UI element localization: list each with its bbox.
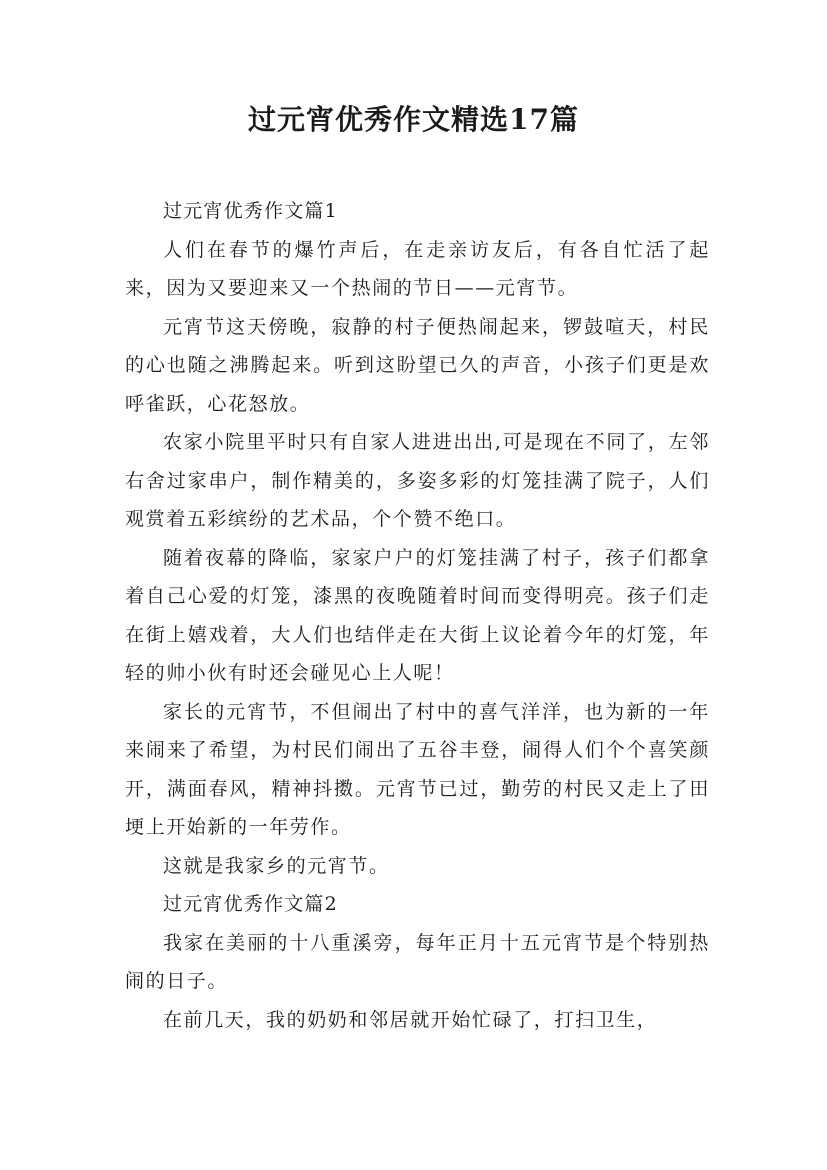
paragraph: 元宵节这天傍晚，寂静的村子便热闹起来，锣鼓喧天，村民的心也随之沸腾起来。听到这盼望已久的声音，小孩子们更是欢呼雀跃，心花怒放。: [125, 315, 710, 415]
paragraph: 农家小院里平时只有自家人进进出出,可是现在不同了，左邻右舍过家串户，制作精美的，多姿多彩的灯笼挂满了院子，人们观赏着五彩缤纷的艺术品，个个赞不绝口。: [125, 431, 710, 530]
paragraph: 在前几天，我的奶奶和邻居就开始忙碌了，打扫卫生，: [163, 1008, 658, 1031]
section-heading: 过元宵优秀作文篇1: [163, 200, 338, 222]
paragraph: 我家在美丽的十八重溪旁，每年正月十五元宵节是个特别热闹的日子。: [125, 931, 710, 992]
paragraph: 家长的元宵节，不但闹出了村中的喜气洋洋，也为新的一年来闹来了希望，为村民们闹出了五谷丰登，闹得人们个个喜笑颜开，满面春风，精神抖擞。元宵节已过，勤劳的村民又走上了田埂上开始新的一年劳作。: [125, 700, 710, 838]
document-title: 过元宵优秀作文精选17篇: [248, 103, 579, 136]
paragraph: 这就是我家乡的元宵节。: [163, 854, 390, 877]
paragraph: 随着夜幕的降临，家家户户的灯笼挂满了村子，孩子们都拿着自己心爱的灯笼，漆黑的夜晚随着时间而变得明亮。孩子们走在街上嬉戏着，大人们也结伴走在大街上议论着今年的灯笼，年轻的帅小伙有时还会碰见心上人呢！: [125, 546, 710, 684]
section-heading: 过元宵优秀作文篇2: [163, 893, 338, 915]
document-body: [125, 192, 710, 1039]
paragraph: 人们在春节的爆竹声后，在走亲访友后，有各自忙活了起来，因为又要迎来又一个热闹的节日——元宵节。: [125, 238, 710, 299]
